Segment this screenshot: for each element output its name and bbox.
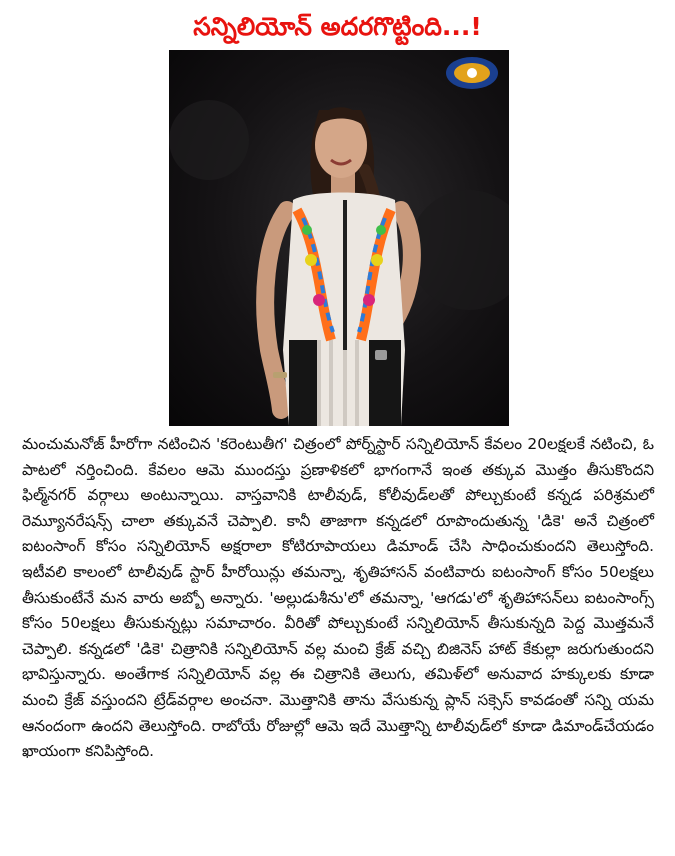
article-paragraph: మంచుమనోజ్ హీరోగా నటించిన 'కరెంటుతీగ' చిత్రంలో పోర్న్‌స్టార్ సన్నిలియోన్ కేవలం 20లక్షలకే నటించి, ఓ పాటలో నర్తించింది. కేవలం ఆమె ముందస్తు ప్రణాళికలో భాగంగానే ఇంత తక్కువ మొత్తం తీసుకొందని ఫిల్మ్‌నగర్ వర్గాలు అంటున్నాయి. వాస్తవానికి టాలీవుడ్, కోలీవుడ్‌లతో పోల్చుకుంటే కన్నడ పరిశ్రమలో రెమ్యూనరేషన్స్ చాలా తక్కువనే చెప్పాలి. కానీ తాజాగా కన్నడలో రూపొందుతున్న 'డికె' అనే చిత్రంలో ఐటంసాంగ్ కోసం సన్నిలియోన్ అక్షరాలా కోటిరూపాయలు డిమాండ్ చేసి సాధించుకుందని తెలుస్తోంది. ఇటీవలి కాలంలో టాలీవుడ్ స్టార్ హీరోయిన్లు తమన్నా, శృతిహాసన్ వంటివారు ఐటంసాంగ్ కోసం 50లక్షలు తీసుకుంటేనే మన వారు అబ్బో అన్నారు. 'అల్లుడుశీను'లో తమన్నా, 'ఆగడు'లో శృతిహాసన్‌లు ఐటంసాంగ్స్ కోసం 50లక్షలు తీసుకున్నట్లు సమాచారం. వీరితో పోల్చుకుంటే సన్నిలియోన్ తీసుకున్నది పెద్ద మొత్తమనే చెప్పాలి. కన్నడలో 'డికె' చిత్రానికి సన్నిలియోన్ వల్ల మంచి క్రేజ్ వచ్చి బిజినెస్ హాట్ కేకుల్లా జరుగుతుందని భావిస్తున్నారు. అంతేగాక సన్నిలియోన్ వల్ల ఈ చిత్రానికి తెలుగు, తమిళ్‌లో అనువాద హక్కులకు కూడా మంచి క్రేజ్ వస్తుందని ట్రేడ్‌వర్గాల అంచనా. మొత్తానికి తాను వేసుకున్న ప్లాన్ సక్సెస్ కావడంతో సన్ని యమ ఆనందంగా ఉందని తెలుస్తోంది. రాబోయే రోజుల్లో ఆమె ఇదే మొత్తాన్ని టాలీవుడ్‌లో కూడా డిమాండ్‌చేయడం ఖాయంగా కనిపిస్తోంది. bbox=[22, 435, 654, 761]
headline: సన్నిలియోన్ అదరగొట్టింది...! bbox=[193, 12, 482, 41]
photo-illustration bbox=[169, 50, 509, 426]
channel-logo-icon bbox=[443, 54, 501, 92]
article-photo bbox=[169, 50, 509, 426]
article-body bbox=[22, 432, 654, 765]
